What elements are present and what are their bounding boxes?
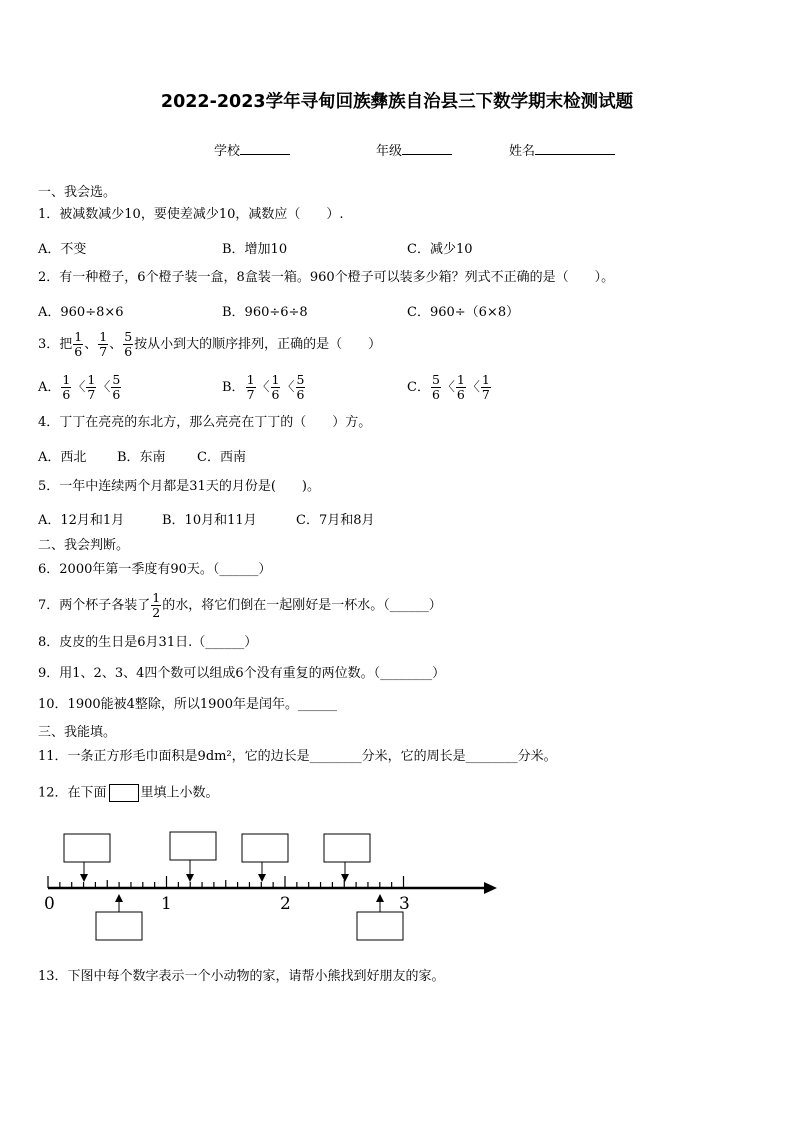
question-1: 1．被减数减少10，要使差减少10，减数应（ ）. — [38, 207, 344, 222]
answer-box-bottom-2[interactable] — [357, 912, 403, 940]
school-field[interactable] — [214, 140, 290, 159]
q1-option-a[interactable]: A．不变 — [38, 242, 87, 257]
answer-box-top-2[interactable] — [170, 832, 216, 860]
number-line-arrowhead — [484, 882, 497, 894]
q2-option-c[interactable]: C．960÷（6×8） — [407, 305, 520, 320]
question-13: 13．下图中每个数字表示一个小动物的家，请帮小熊找到好朋友的家。 — [38, 969, 445, 984]
tick-label-2: 2 — [280, 894, 291, 914]
school-blank[interactable] — [240, 142, 290, 155]
question-2: 2．有一种橙子，6个橙子装一盒，8盒装一箱。960个橙子可以装多少箱？列式不正确的是（ ）。 — [38, 270, 615, 285]
fraction-5-6: $\frac{5}{6}$ — [124, 329, 133, 359]
number-line-ticks — [48, 876, 404, 888]
section-heading-fill: 三、我能填。 — [38, 725, 117, 740]
q3-option-a[interactable]: A． $\frac{1}{6}$ 〈 $\frac{1}{7}$ 〈 $\frac{5}{6}$ — [38, 372, 121, 402]
q1-option-b[interactable]: B．增加10 — [222, 242, 288, 257]
answer-box-top-1[interactable] — [64, 834, 110, 862]
q5-option-b[interactable]: B．10月和11月 — [162, 513, 257, 528]
question-11: 11．一条正方形毛巾面积是9dm²，它的边长是________分米，它的周长是________分米。 — [38, 749, 557, 764]
question-4: 4．丁丁在亮亮的东北方，那么亮亮在丁丁的（ ）方。 — [38, 415, 372, 430]
question-9: 9．用1、2、3、4四个数可以组成6个没有重复的两位数。（________） — [38, 666, 446, 681]
name-label: 姓名 — [509, 144, 536, 159]
grade-blank[interactable] — [402, 142, 452, 155]
answer-box-bottom-1[interactable] — [96, 912, 142, 940]
q5-option-a[interactable]: A．12月和1月 — [38, 513, 125, 528]
tick-label-1: 1 — [161, 894, 172, 914]
q4-option-b[interactable]: B．东南 — [117, 450, 166, 465]
tick-label-3: 3 — [399, 894, 410, 914]
q3-prefix: 3．把 — [38, 337, 73, 352]
section-heading-judge: 二、我会判断。 — [38, 538, 130, 553]
name-field[interactable] — [509, 140, 615, 159]
question-5: 5．一年中连续两个月都是31天的月份是( )。 — [38, 479, 320, 494]
q4-option-a[interactable]: A．西北 — [38, 450, 87, 465]
school-label: 学校 — [214, 144, 241, 159]
q3-option-b[interactable]: B． $\frac{1}{7}$ 〈 $\frac{1}{6}$ 〈 $\frac{5}{6}$ — [222, 372, 305, 402]
question-6: 6．2000年第一季度有90天。（______） — [38, 562, 272, 577]
answer-box-top-3[interactable] — [242, 834, 288, 862]
grade-label: 年级 — [376, 144, 403, 159]
question-3: 3．把 $\frac{1}{6}$ 、 $\frac{1}{7}$ 、 $\frac{5}{6}$ 按从小到大的顺序排列，正确的是（ ） — [38, 329, 382, 359]
section-heading-choice: 一、我会选。 — [38, 185, 117, 200]
question-8: 8．皮皮的生日是6月31日.（______） — [38, 635, 258, 650]
number-line-figure — [30, 822, 510, 947]
q2-option-a[interactable]: A．960÷8×6 — [38, 305, 124, 320]
q1-option-c[interactable]: C．减少10 — [407, 242, 473, 257]
q2-option-b[interactable]: B．960÷6÷8 — [222, 305, 308, 320]
q5-option-c[interactable]: C．7月和8月 — [296, 513, 375, 528]
fraction-1-7: $\frac{1}{7}$ — [99, 329, 108, 359]
fraction-1-6: $\frac{1}{6}$ — [74, 329, 83, 359]
tick-label-0: 0 — [44, 894, 55, 914]
q3-suffix: 按从小到大的顺序排列，正确的是（ ） — [134, 337, 382, 352]
question-12: 12．在下面 里填上小数。 — [38, 785, 219, 801]
answer-box-sample — [109, 784, 139, 802]
grade-field[interactable] — [376, 140, 452, 159]
answer-box-top-4[interactable] — [324, 834, 370, 862]
q3-option-c[interactable]: C． $\frac{5}{6}$ 〈 $\frac{1}{6}$ 〈 $\frac{1}{7}$ — [407, 372, 490, 402]
page-title: 2022-2023学年寻甸回族彝族自治县三下数学期末检测试题 — [160, 92, 634, 112]
q4-option-c[interactable]: C．西南 — [197, 450, 246, 465]
fraction-1-2: $\frac{1}{2}$ — [152, 590, 161, 620]
name-blank[interactable] — [535, 142, 615, 155]
question-7: 7．两个杯子各装了 $\frac{1}{2}$ 的水，将它们倒在一起刚好是一杯水。（______） — [38, 590, 442, 620]
question-10: 10．1900能被4整除，所以1900年是闰年。______ — [38, 697, 337, 712]
